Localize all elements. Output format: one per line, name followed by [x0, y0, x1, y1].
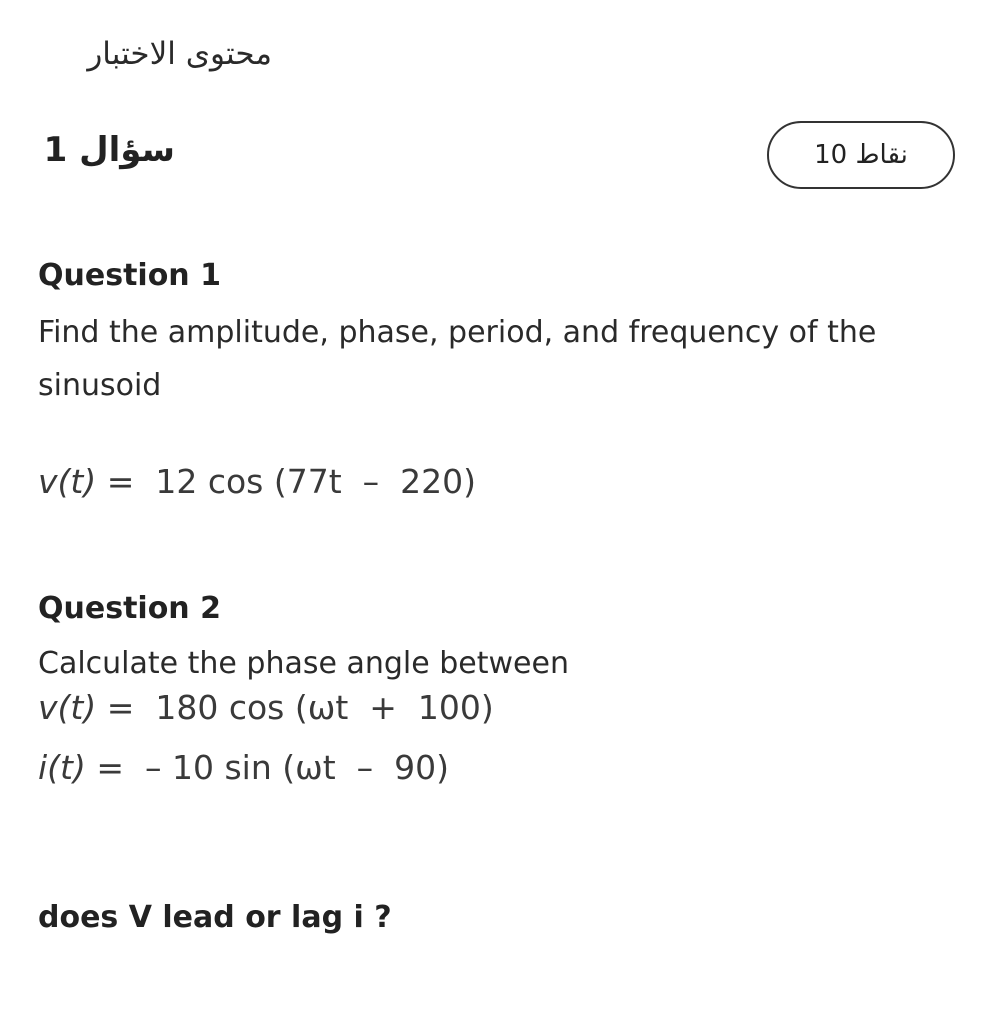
section-title: محتوى الاختبار [87, 36, 272, 72]
question-1-title: Question 1 [38, 258, 221, 293]
question-1-line-2: sinusoid [38, 368, 162, 403]
equation-rhs: = 180 cos (ωt + 100) [106, 688, 494, 727]
equation-lhs: v(t) [38, 688, 97, 727]
question-3-text: does V lead or lag i ? [38, 900, 392, 935]
question-1-text [38, 306, 938, 412]
question-number: سؤال 1 [43, 130, 175, 170]
equation-v-q1 [38, 462, 476, 501]
equation-i-q2 [38, 748, 449, 787]
equation-lhs: v(t) [38, 462, 97, 501]
equation-v-q2 [38, 688, 494, 727]
points-label: نقاط 10 [814, 140, 908, 170]
equation-rhs: = – 10 sin (ωt – 90) [96, 748, 449, 787]
question-2-title: Question 2 [38, 591, 221, 626]
question-1-line-1: Find the amplitude, phase, period, and frequency of the [38, 315, 877, 350]
equation-rhs: = 12 cos (77t – 220) [106, 462, 476, 501]
equation-lhs: i(t) [38, 748, 86, 787]
points-badge [767, 121, 955, 189]
question-2-text: Calculate the phase angle between [38, 646, 569, 681]
